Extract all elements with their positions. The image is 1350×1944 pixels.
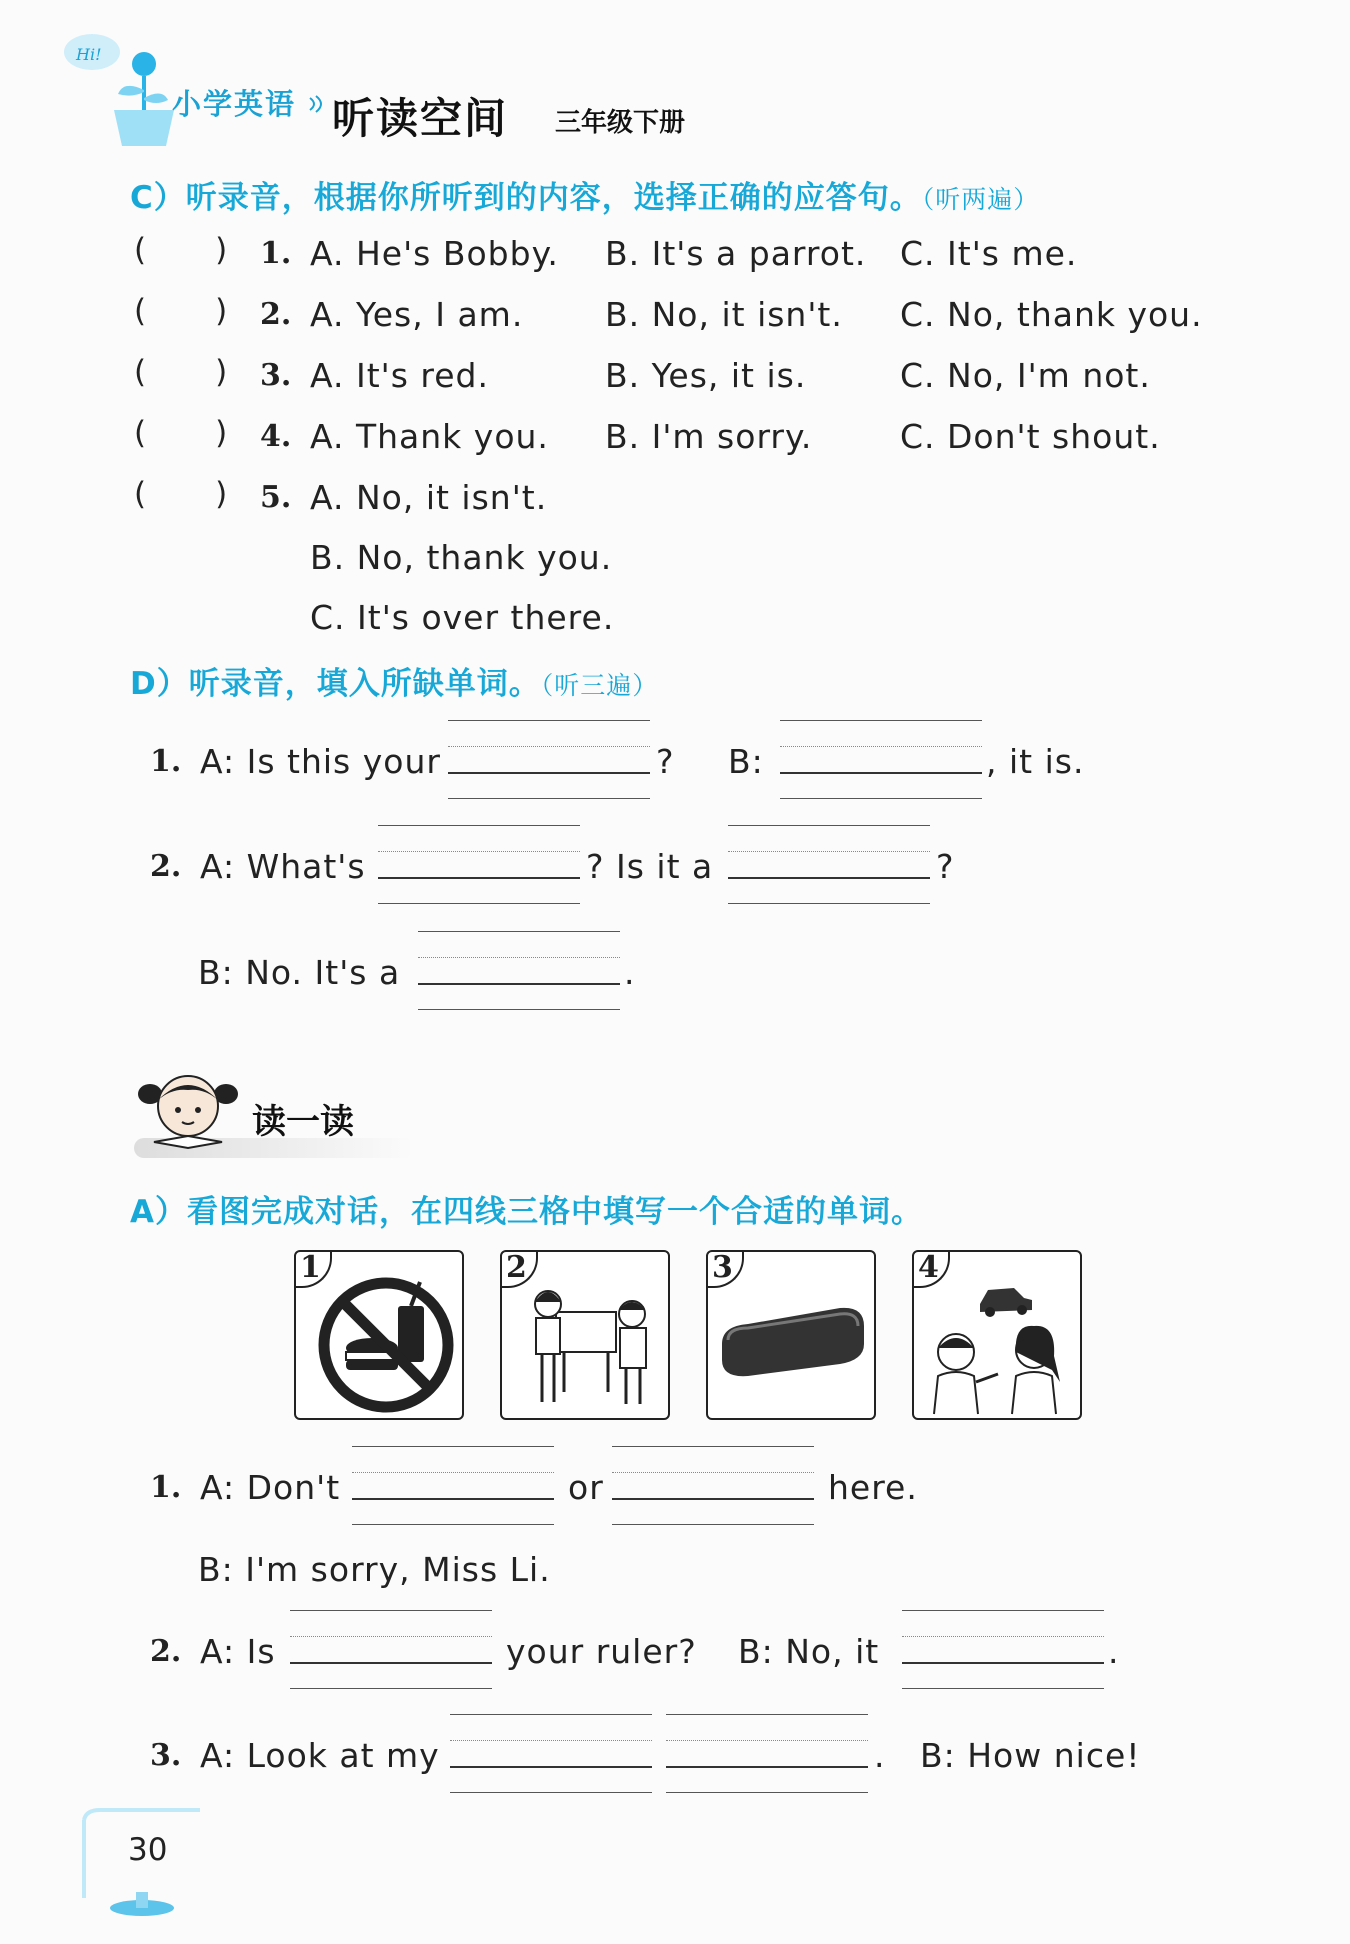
option-c: C. Don't shout. <box>900 417 1161 456</box>
item-number: 2. <box>260 297 292 332</box>
four-line-blank[interactable] <box>418 931 620 1009</box>
period: . <box>1108 1632 1120 1671</box>
answer-paren[interactable]: ( ) <box>134 293 228 329</box>
question-number: 1. <box>150 1470 182 1505</box>
speaker-b-text: B: How nice! <box>920 1736 1141 1775</box>
item-number: 1. <box>260 236 292 271</box>
option-a: A. Yes, I am. <box>310 295 524 334</box>
four-line-blank[interactable] <box>728 825 930 903</box>
four-line-blank[interactable] <box>450 1714 652 1792</box>
section-d-note: （听三遍） <box>540 671 659 700</box>
question-number: 2. <box>150 1634 182 1669</box>
brand-big-title: 听读空间 <box>332 94 509 143</box>
speaker-a-text: A: Is <box>200 1632 276 1671</box>
four-line-blank[interactable] <box>780 720 982 798</box>
answer-paren[interactable]: ( ) <box>134 354 228 390</box>
speaker-b-text: B: No, it <box>738 1632 880 1671</box>
section-c-title <box>130 172 1039 217</box>
four-line-blank[interactable] <box>902 1610 1104 1688</box>
speaker-a-text-mid: ? Is it a <box>586 847 714 886</box>
picture-number: 2 <box>506 1250 527 1285</box>
option-c: C. It's over there. <box>310 598 615 637</box>
speaker-b-text: B: No. It's a <box>198 953 401 992</box>
section-d-title <box>130 658 658 703</box>
speaker-a-text: A: What's <box>200 847 366 886</box>
brand-small-title: 小学英语 <box>172 87 297 121</box>
option-a: A. Thank you. <box>310 417 549 456</box>
answer-paren[interactable]: ( ) <box>134 232 228 268</box>
four-line-blank[interactable] <box>290 1610 492 1688</box>
four-line-blank[interactable] <box>352 1446 554 1524</box>
option-a: A. No, it isn't. <box>310 478 548 517</box>
four-line-blank[interactable] <box>378 825 580 903</box>
page-number: 30 <box>128 1832 168 1868</box>
option-c: C. No, I'm not. <box>900 356 1151 395</box>
hi-badge-text: Hi! <box>76 45 102 64</box>
period: . <box>624 953 636 992</box>
picture-number: 3 <box>712 1250 733 1285</box>
question-number: 1. <box>150 744 182 779</box>
header-flowerpot-logo <box>62 28 182 148</box>
option-b: B. Yes, it is. <box>605 356 807 395</box>
item-number: 4. <box>260 419 292 454</box>
picture-number: 4 <box>918 1250 939 1285</box>
option-b: B. I'm sorry. <box>605 417 813 456</box>
picture-no-eating-drinking <box>294 1250 464 1420</box>
question-number: 2. <box>150 849 182 884</box>
picture-pencil-case <box>706 1250 876 1420</box>
word-here: here. <box>828 1468 918 1507</box>
option-b: B. It's a parrot. <box>605 234 867 273</box>
picture-children-table <box>500 1250 670 1420</box>
option-a: A. He's Bobby. <box>310 234 559 273</box>
period: . <box>874 1736 886 1775</box>
grade-label: 三年级下册 <box>555 108 686 138</box>
speaker-a-text-mid: your ruler? <box>506 1632 697 1671</box>
speaker-a-text: A: Is this your <box>200 742 441 781</box>
sound-wave-icon <box>308 94 328 114</box>
question-mark: ? <box>656 742 675 781</box>
option-b: B. No, thank you. <box>310 538 613 577</box>
speaker-b-label: B: <box>728 742 764 781</box>
item-number: 5. <box>260 480 292 515</box>
four-line-blank[interactable] <box>666 1714 868 1792</box>
speaker-a-text: A: Don't <box>200 1468 341 1507</box>
section-d-title-text: D）听录音，填入所缺单词。 <box>130 666 541 702</box>
question-mark: ? <box>936 847 955 886</box>
section-c-note: （听两遍） <box>921 185 1040 214</box>
speaker-b-text: B: I'm sorry, Miss Li. <box>198 1550 551 1589</box>
four-line-blank[interactable] <box>612 1446 814 1524</box>
option-b: B. No, it isn't. <box>605 295 843 334</box>
speaker-b-text: , it is. <box>986 742 1085 781</box>
answer-paren[interactable]: ( ) <box>134 415 228 451</box>
read-section-title: 读一读 <box>252 1102 354 1142</box>
question-number: 3. <box>150 1738 182 1773</box>
item-number: 3. <box>260 358 292 393</box>
option-a: A. It's red. <box>310 356 489 395</box>
option-c: C. No, thank you. <box>900 295 1203 334</box>
picture-car-boy-girl <box>912 1250 1082 1420</box>
four-line-blank[interactable] <box>448 720 650 798</box>
speaker-a-text: A: Look at my <box>200 1736 440 1775</box>
option-c: C. It's me. <box>900 234 1078 273</box>
section-c-title-text: C）听录音，根据你所听到的内容，选择正确的应答句。 <box>130 180 922 216</box>
answer-paren[interactable]: ( ) <box>134 476 228 512</box>
word-or: or <box>568 1468 604 1507</box>
picture-number: 1 <box>300 1250 321 1285</box>
read-part-a-title: A）看图完成对话，在四线三格中填写一个合适的单词。 <box>130 1194 923 1230</box>
